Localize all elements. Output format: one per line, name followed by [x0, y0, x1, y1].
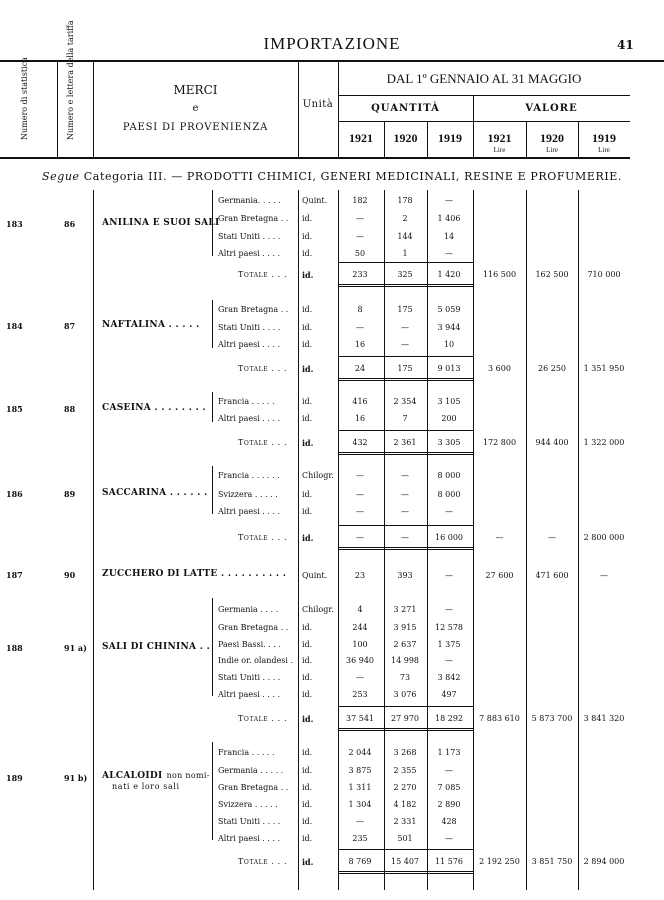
total-bottom-rule [338, 728, 473, 731]
total-bottom-rule [338, 378, 473, 381]
country-bracket [212, 392, 216, 422]
qty-1921: — [356, 507, 364, 516]
qty-1920: 2 637 [393, 640, 417, 649]
val-1919: — [600, 571, 608, 580]
tariff-number: 91 b) [64, 773, 88, 783]
qty-1920: 144 [397, 232, 413, 241]
total-label: Totale . . . [238, 270, 288, 279]
stat-number: 188 [6, 643, 23, 653]
unit-cell: id. [302, 305, 313, 314]
country-name: Francia . . . . . [218, 748, 275, 757]
qty-1921: 253 [352, 690, 368, 699]
q-year-1919: 1919 [438, 131, 462, 145]
merce-name-qualifier: non nomi- [166, 771, 210, 780]
country-bracket [212, 598, 216, 696]
subheader-rule [338, 121, 630, 122]
qty-1920: — [401, 490, 409, 499]
total-bottom-rule [338, 452, 473, 455]
country-bracket [212, 742, 216, 840]
body-rule-v1919 [578, 190, 579, 890]
unit-cell: id. [302, 397, 313, 406]
qty-1921: — [356, 214, 364, 223]
qty-1919: 3 944 [437, 323, 461, 332]
qty-1919: 3 105 [437, 397, 461, 406]
total-label: Totale . . . [238, 714, 288, 723]
qty-1919: 1 173 [437, 748, 461, 757]
category-text: Categoria III. — PRODOTTI CHIMICI, GENERI MEDICINALI, RESINE E PROFUMERIE. [83, 170, 623, 183]
qty-1921: 1 304 [348, 800, 372, 809]
v-year-1919: 1919 Lire [592, 131, 616, 154]
val-1919: 2 800 000 [583, 533, 625, 542]
stat-number: 189 [6, 773, 23, 783]
country-name: Stati Uniti . . . . [218, 323, 281, 332]
unit-cell: id. [302, 364, 314, 374]
q-year-1921: 1921 [349, 131, 373, 145]
qty-1920: 3 915 [393, 623, 417, 632]
unit-cell: id. [302, 857, 314, 867]
unit-cell: id. [302, 270, 314, 280]
qty-1919: 1 406 [437, 214, 461, 223]
val-1920: 162 500 [535, 270, 569, 279]
country-name: Altri paesi . . . . [218, 340, 281, 349]
qty-1920: 2 331 [393, 817, 417, 826]
unit-cell: Chilogr. [302, 471, 334, 480]
country-name: Gran Bretagna . . [218, 623, 289, 632]
unit-cell: id. [302, 714, 314, 724]
stat-number: 186 [6, 489, 23, 499]
unit-cell: id. [302, 834, 313, 843]
country-name: Gran Bretagna . . [218, 214, 289, 223]
total-bottom-rule [338, 284, 473, 287]
qty-1920: 501 [397, 834, 413, 843]
qty-1920: 2 354 [393, 397, 417, 406]
country-name: Svizzera . . . . . [218, 800, 278, 809]
qty-1921: 235 [352, 834, 368, 843]
merce-name: NAFTALINA . . . . . [102, 320, 200, 330]
qty-1919: 10 [443, 340, 455, 349]
val-1919: 710 000 [587, 270, 621, 279]
unit-cell: id. [302, 656, 313, 665]
country-name: Gran Bretagna . . [218, 305, 289, 314]
qty-1919: 8 000 [437, 490, 461, 499]
unit-cell: id. [302, 232, 313, 241]
unit-cell: id. [302, 414, 313, 423]
qty-1919: — [445, 656, 453, 665]
unit-cell: id. [302, 438, 314, 448]
qty-1920: 14 998 [391, 656, 419, 665]
val-1920: — [548, 533, 556, 542]
qty-1921: 36 940 [346, 656, 374, 665]
qty-1919: — [445, 249, 453, 258]
qty-1920: 2 355 [393, 766, 417, 775]
merce-name: ZUCCHERO DI LATTE . . . . . . . . . . [102, 569, 287, 579]
total-label: Totale . . . [238, 533, 288, 542]
merce-name: ANILINA E SUOI SALI [102, 218, 220, 228]
col-header-numero: Numero di statistica [20, 57, 29, 140]
unit-cell: id. [302, 783, 313, 792]
header-top-rule [0, 60, 664, 62]
qty-1920: 325 [397, 270, 413, 279]
qty-1921: — [356, 232, 364, 241]
qty-1921: 3 875 [348, 766, 372, 775]
qty-1919: 14 [443, 232, 455, 241]
qty-1921: 432 [352, 438, 368, 447]
merce-name: SALI DI CHININA . . [102, 642, 211, 652]
qty-1920: 178 [397, 196, 413, 205]
country-name: Francia . . . . . [218, 397, 275, 406]
country-name: Stati Uniti . . . . [218, 673, 281, 682]
col-header-e: e [192, 103, 199, 114]
qty-1921: — [356, 533, 364, 542]
unit-cell: id. [302, 490, 313, 499]
qty-1919: — [445, 605, 453, 614]
country-name: Altri paesi . . . . [218, 249, 281, 258]
qty-1919: — [445, 571, 453, 580]
qty-1919: — [445, 834, 453, 843]
country-name: Svizzera . . . . . [218, 490, 278, 499]
unit-cell: Quint. [302, 571, 328, 580]
period-rule [338, 95, 630, 96]
val-1921: 116 500 [482, 270, 517, 279]
qty-1919: 2 890 [437, 800, 461, 809]
tariff-number: 91 a) [64, 643, 87, 653]
merce-name-main: ALCALOIDI [102, 771, 163, 781]
qty-1920: 2 361 [393, 438, 417, 447]
total-bottom-rule [338, 547, 473, 550]
qty-1921: 16 [354, 340, 366, 349]
val-1920: 5 873 700 [531, 714, 573, 723]
tariff-number: 88 [64, 404, 76, 414]
qty-1919: 428 [441, 817, 457, 826]
merce-name: SACCARINA . . . . . . [102, 488, 208, 498]
total-top-rule [338, 356, 473, 357]
qty-1921: — [356, 471, 364, 480]
unit-cell: id. [302, 817, 313, 826]
qty-1919: 200 [441, 414, 457, 423]
val-1921: 7 883 610 [479, 714, 520, 723]
v-year-1921: 1921 Lire [487, 131, 512, 154]
total-label: Totale . . . [238, 364, 288, 373]
val-1921: 2 192 250 [479, 857, 520, 866]
val-1919: 2 894 000 [583, 857, 625, 866]
country-bracket [212, 190, 216, 256]
qty-1919: 1 375 [437, 640, 461, 649]
val-1921: 3 600 [488, 364, 511, 373]
country-name: Germania . . . . . [218, 766, 284, 775]
country-name: Paesi Bassi. . . . [218, 640, 281, 649]
qty-1919: 3 305 [437, 438, 461, 447]
country-bracket [212, 300, 216, 348]
country-name: Germania. . . . . [218, 196, 281, 205]
val-1921: — [495, 533, 504, 542]
qty-1919: 497 [441, 690, 457, 699]
qty-1920: — [401, 340, 409, 349]
qty-1920: 175 [397, 364, 413, 373]
unit-cell: id. [302, 507, 313, 516]
q-year-1920: 1920 [393, 131, 418, 145]
qty-1920: 3 271 [393, 605, 417, 614]
val-1919: 3 841 320 [583, 714, 625, 723]
qty-1921: 24 [354, 364, 366, 373]
qty-1921: 1 311 [348, 783, 372, 792]
qty-1919: 8 000 [437, 471, 461, 480]
merce-name-line2: nati e loro sali [112, 782, 180, 791]
unit-cell: id. [302, 323, 313, 332]
qty-1921: 50 [354, 249, 366, 258]
col-header-merci: MERCI [173, 83, 218, 97]
tariff-number: 89 [64, 489, 76, 499]
val-1921: 27 600 [485, 571, 514, 580]
stat-number: 183 [6, 219, 23, 229]
total-label: Totale . . . [238, 438, 288, 447]
country-name: Stati Uniti . . . . [218, 817, 281, 826]
qty-1920: — [401, 471, 409, 480]
body-rule-unita [298, 190, 299, 890]
body-rule-q1920 [384, 190, 385, 890]
country-name: Altri paesi . . . . [218, 834, 281, 843]
body-rule-v1920 [526, 190, 527, 890]
qty-1921: 23 [354, 571, 366, 580]
unit-cell: id. [302, 533, 314, 543]
tariff-number: 86 [64, 219, 76, 229]
qty-1920: 3 268 [393, 748, 417, 757]
qty-1919: — [445, 766, 453, 775]
qty-1920: 3 076 [393, 690, 417, 699]
qty-1920: — [401, 533, 409, 542]
val-1920: 471 600 [535, 571, 569, 580]
qty-1920: 73 [399, 673, 411, 682]
col-header-paesi: PAESI DI PROVENIENZA [122, 122, 269, 133]
body-rule-q1919 [427, 190, 428, 890]
val-1920: 26 250 [538, 364, 566, 373]
valore-heading: VALORE [525, 103, 578, 114]
country-name: Altri paesi . . . . [218, 690, 281, 699]
unit-cell: id. [302, 623, 313, 632]
country-name: Stati Uniti . . . . [218, 232, 281, 241]
tariff-number: 87 [64, 321, 76, 331]
unit-cell: id. [302, 748, 313, 757]
merce-name: CASEINA . . . . . . . . [102, 403, 206, 413]
header-bottom-rule [0, 157, 630, 159]
qty-1919: 12 578 [435, 623, 463, 632]
category-heading [0, 170, 664, 183]
quantita-heading: QUANTITÀ [371, 103, 440, 114]
qty-1920: 27 970 [391, 714, 419, 723]
qty-1920: 15 407 [391, 857, 419, 866]
qty-1919: 5 059 [437, 305, 461, 314]
country-name: Gran Bretagna . . [218, 783, 289, 792]
stat-number: 185 [6, 404, 23, 414]
qty-1921: 4 [357, 605, 363, 614]
unit-cell: id. [302, 340, 313, 349]
qty-1920: 4 182 [393, 800, 417, 809]
country-name: Altri paesi . . . . [218, 507, 281, 516]
qty-1920: — [401, 323, 409, 332]
country-name: Germania . . . . [218, 605, 279, 614]
unit-cell: id. [302, 673, 313, 682]
val-1920: 944 400 [535, 438, 569, 447]
v-year-1920: 1920 Lire [540, 131, 564, 154]
qty-1921: — [356, 490, 364, 499]
qty-1921: 244 [352, 623, 368, 632]
body-rule-q1921 [338, 190, 339, 890]
qty-1919: — [445, 507, 453, 516]
qty-1919: 18 292 [435, 714, 463, 723]
qty-1920: 7 [402, 414, 408, 423]
col-sep-1 [57, 60, 58, 157]
page-title: IMPORTAZIONE [263, 34, 401, 53]
qty-1920: 175 [397, 305, 413, 314]
val-1921: 172 800 [482, 438, 517, 447]
page-number: 41 [617, 38, 634, 52]
total-top-rule [338, 262, 473, 263]
qty-1921: 8 [357, 305, 363, 314]
qty-1920: — [401, 507, 409, 516]
col-header-unita: Unità [302, 99, 334, 110]
qty-1920: 2 [402, 214, 408, 223]
unit-cell: Quint. [302, 196, 328, 205]
qty-1921: 233 [352, 270, 368, 279]
country-bracket [212, 466, 216, 514]
unit-cell: id. [302, 800, 313, 809]
val-1919: 1 351 950 [583, 364, 625, 373]
qty-1921: — [356, 673, 364, 682]
qty-1921: 37 541 [346, 714, 374, 723]
qty-1919: 3 842 [437, 673, 461, 682]
unit-cell: id. [302, 766, 313, 775]
stat-number: 187 [6, 570, 23, 580]
total-top-rule [338, 525, 473, 526]
stat-number: 184 [6, 321, 23, 331]
qty-1921: 16 [354, 414, 366, 423]
val-1919: 1 322 000 [583, 438, 625, 447]
qty-1921: 182 [352, 196, 368, 205]
qty-1919: 11 576 [435, 857, 463, 866]
body-rule-v1921 [473, 190, 474, 890]
qty-1919: — [445, 196, 453, 205]
qty-1921: 2 044 [348, 748, 372, 757]
qty-1921: — [356, 817, 364, 826]
qty-1919: 16 000 [435, 533, 463, 542]
country-name: Altri paesi . . . . [218, 414, 281, 423]
qty-1921: — [356, 323, 364, 332]
period-heading: DAL 1º GENNAIO AL 31 MAGGIO [386, 71, 582, 86]
qty-1919: 7 085 [437, 783, 461, 792]
unit-cell: id. [302, 214, 313, 223]
qty-1920: 393 [397, 571, 413, 580]
total-top-rule [338, 849, 473, 850]
unit-cell: id. [302, 249, 313, 258]
col-header-tariffa: Numero e lettera della tariffa [66, 20, 75, 140]
unit-cell: id. [302, 690, 313, 699]
body-rule-merci [93, 190, 94, 890]
qty-1920: 2 270 [393, 783, 417, 792]
total-label: Totale . . . [238, 857, 288, 866]
unit-cell: id. [302, 640, 313, 649]
val-1920: 3 851 750 [531, 857, 573, 866]
qty-1921: 416 [352, 397, 368, 406]
total-top-rule [338, 430, 473, 431]
qty-1919: 9 013 [437, 364, 461, 373]
qty-1921: 8 769 [348, 857, 372, 866]
country-name: Indie or. olandesi . [218, 656, 294, 665]
country-name: Francia . . . . . . [218, 471, 280, 480]
total-top-rule [338, 706, 473, 707]
category-prefix: Segue [41, 170, 80, 183]
tariff-number: 90 [64, 570, 76, 580]
qty-1920: 1 [402, 249, 408, 258]
qty-1921: 100 [352, 640, 368, 649]
unit-cell: Chilogr. [302, 605, 334, 614]
qty-1919: 1 420 [437, 270, 461, 279]
total-bottom-rule [338, 871, 473, 874]
